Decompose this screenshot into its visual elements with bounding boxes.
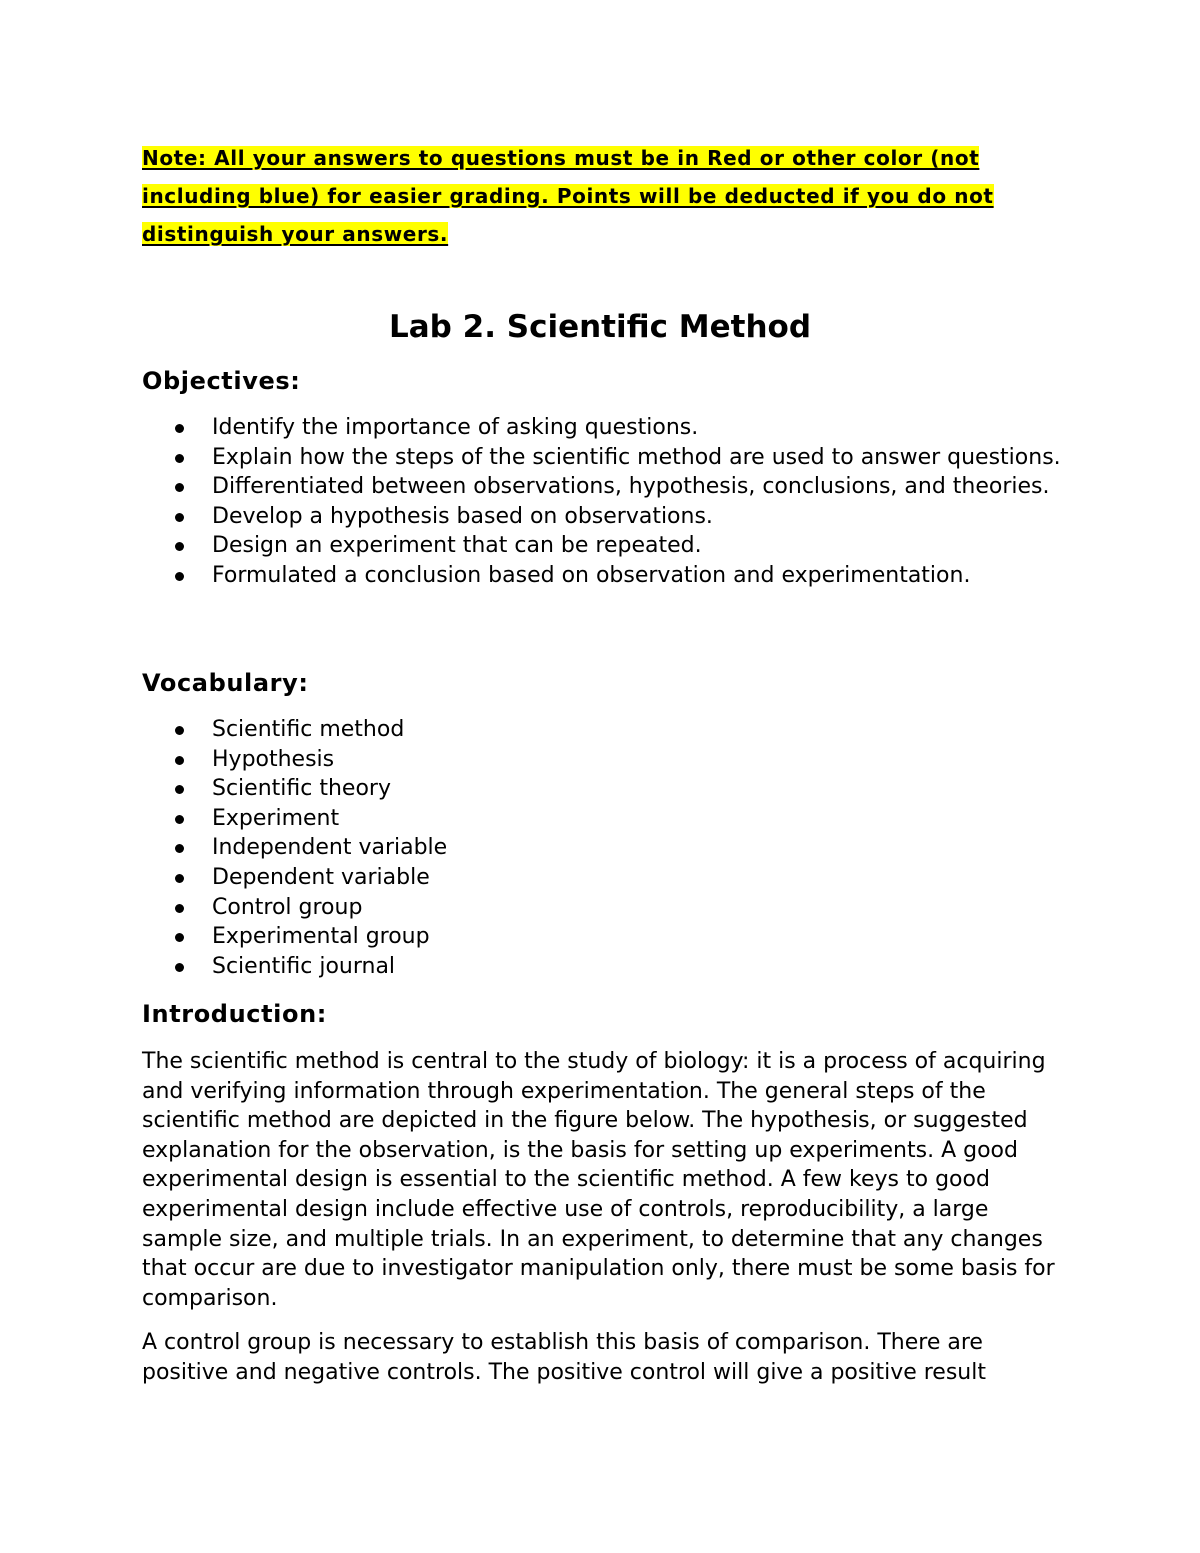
bullet-icon	[175, 424, 184, 433]
list-item: Differentiated between observations, hypothesis, conclusions, and theories.	[142, 472, 1062, 502]
bullet-icon	[175, 513, 184, 522]
introduction-paragraph: The scientific method is central to the study of biology: it is a process of acquiring and verifying information through experimentation. The general steps of the scientific method are depicted in the figure below. The hypothesis, or suggested explanation for the observation, is the basis for setting up experiments. A good experimental design is essential to the scientific method. A few keys to good experimental design include effective use of controls, reproducibility, a large sample size, and multiple trials. In an experiment, to determine that any changes that occur are due to investigator manipulation only, there must be some basis for comparison.	[142, 1049, 1055, 1311]
list-item: Design an experiment that can be repeated.	[142, 531, 1062, 561]
grading-note-line: distinguish your answers.	[142, 222, 449, 246]
vocabulary-list	[142, 715, 1062, 981]
bullet-icon	[175, 542, 184, 551]
grading-note	[142, 139, 1042, 253]
bullet-icon	[175, 785, 184, 794]
bullet-icon	[175, 572, 184, 581]
page-title: Lab 2. Scientific Method	[388, 309, 812, 345]
bullet-icon	[175, 756, 184, 765]
list-item: Explain how the steps of the scientific method are used to answer questions.	[142, 443, 1062, 473]
bullet-icon	[175, 963, 184, 972]
list-item: Identify the importance of asking questions.	[142, 413, 1062, 443]
list-item: Dependent variable	[142, 863, 1062, 893]
bullet-icon	[175, 454, 184, 463]
introduction-heading: Introduction:	[142, 1000, 327, 1028]
bullet-icon	[175, 483, 184, 492]
list-item: Experiment	[142, 804, 1062, 834]
list-item: Develop a hypothesis based on observations.	[142, 502, 1062, 532]
grading-note-line: including blue) for easier grading. Points will be deducted if you do not	[142, 184, 994, 208]
bullet-icon	[175, 933, 184, 942]
list-item: Formulated a conclusion based on observation and experimentation.	[142, 561, 1062, 591]
bullet-icon	[175, 726, 184, 735]
list-item: Scientific journal	[142, 952, 1062, 982]
objectives-heading: Objectives:	[142, 367, 301, 395]
list-item: Independent variable	[142, 833, 1062, 863]
bullet-icon	[175, 904, 184, 913]
list-item: Hypothesis	[142, 745, 1062, 775]
bullet-icon	[175, 844, 184, 853]
list-item: Experimental group	[142, 922, 1062, 952]
list-item: Control group	[142, 893, 1062, 923]
list-item: Scientific method	[142, 715, 1062, 745]
bullet-icon	[175, 815, 184, 824]
objectives-list	[142, 413, 1062, 591]
vocabulary-heading: Vocabulary:	[142, 669, 309, 697]
grading-note-line: Note: All your answers to questions must be in Red or other color (not	[142, 146, 980, 170]
list-item: Scientific theory	[142, 774, 1062, 804]
bullet-icon	[175, 874, 184, 883]
introduction-paragraph: A control group is necessary to establish this basis of comparison. There are positive and negative controls. The positive control will give a positive result	[142, 1330, 986, 1385]
